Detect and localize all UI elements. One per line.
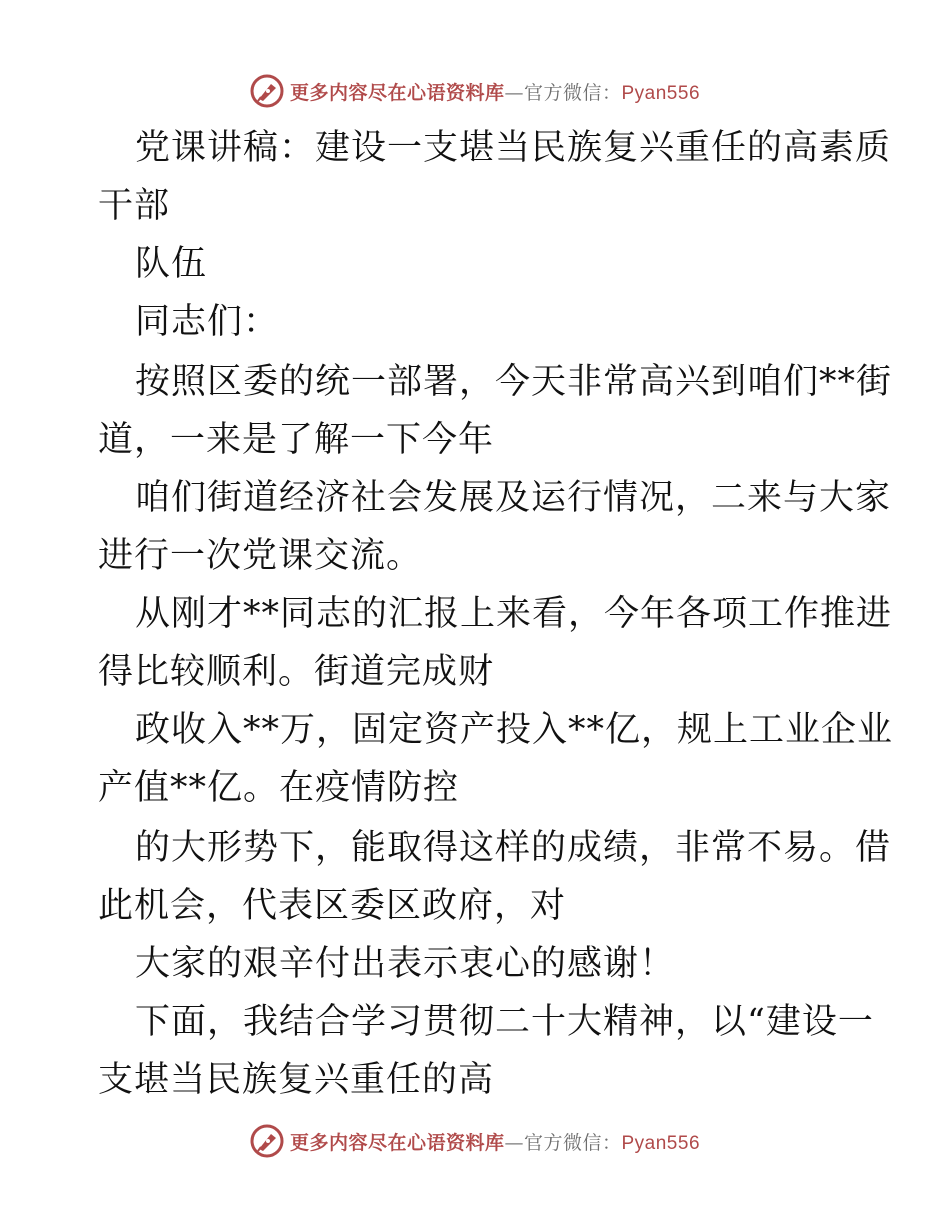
paragraph-line: 进行一次党课交流。	[98, 536, 423, 576]
paragraph-line: 从刚才**同志的汇报上来看，今年各项工作推进	[135, 594, 893, 634]
pen-nib-circle-icon	[250, 74, 284, 108]
paragraph-line: 的大形势下，能取得这样的成绩，非常不易。借	[135, 828, 892, 868]
paragraph-line: 下面，我结合学习贯彻二十大精神，以“建设一	[135, 1002, 874, 1042]
watermark-dash: —	[504, 81, 524, 104]
watermark-dash: —	[504, 1131, 524, 1154]
header-watermark	[0, 71, 950, 111]
watermark-wechat-id: Pyan556	[621, 82, 701, 104]
footer-watermark	[0, 1121, 950, 1161]
watermark-text	[290, 1128, 700, 1155]
paragraph-line: 大家的艰辛付出表示衷心的感谢！	[135, 944, 676, 984]
watermark-site: 更多内容尽在心语资料库	[289, 81, 505, 104]
watermark-wechat-label: 官方微信：	[523, 81, 622, 104]
paragraph-line: 支堪当民族复兴重任的高	[98, 1060, 495, 1100]
paragraph-line: 产值**亿。在疫情防控	[98, 768, 460, 808]
paragraph-line: 道，一来是了解一下今年	[98, 420, 495, 460]
paragraph-line: 得比较顺利。街道完成财	[98, 652, 495, 692]
paragraph-line: 咱们街道经济社会发展及运行情况，二来与大家	[135, 478, 892, 518]
watermark-site: 更多内容尽在心语资料库	[289, 1131, 505, 1154]
paragraph-line: 此机会，代表区委区政府，对	[98, 886, 567, 926]
title-line-2: 干部	[98, 186, 171, 226]
watermark-wechat-label: 官方微信：	[523, 1131, 622, 1154]
paragraph-line: 按照区委的统一部署，今天非常高兴到咱们**街	[135, 362, 893, 402]
pen-nib-circle-icon	[250, 1124, 284, 1158]
paragraph-line: 政收入**万，固定资产投入**亿，规上工业企业	[135, 710, 894, 750]
salutation: 同志们：	[135, 302, 280, 342]
watermark-wechat-id: Pyan556	[621, 1132, 701, 1154]
title-line-1: 党课讲稿：建设一支堪当民族复兴重任的高素质	[135, 128, 892, 168]
watermark-text	[290, 78, 700, 105]
title-line-3: 队伍	[135, 244, 208, 284]
